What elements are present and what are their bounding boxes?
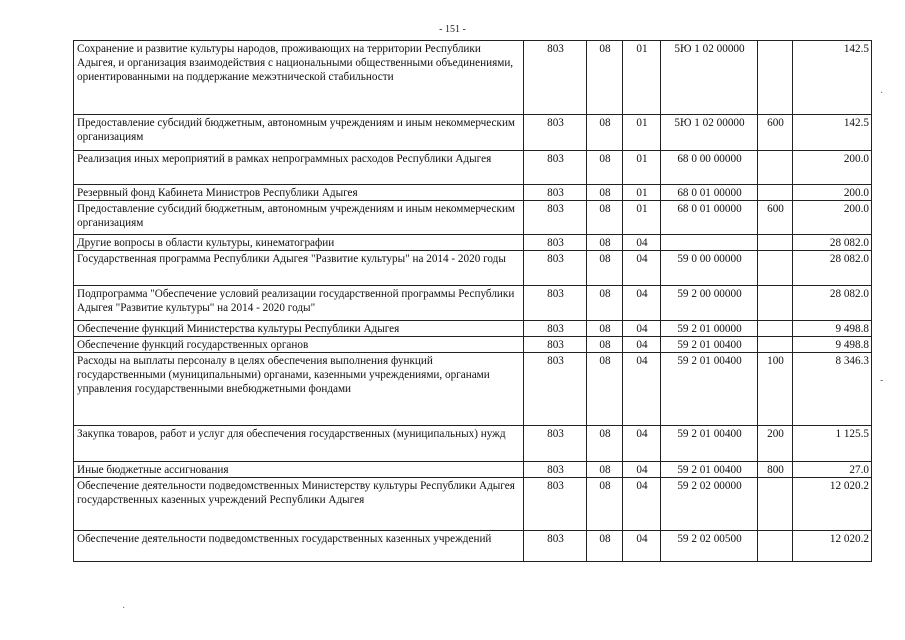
table-row [74,337,872,353]
row-expense-type [758,41,793,115]
row-subsection: 04 [623,337,661,353]
row-amount: 200.0 [793,201,872,235]
table-row [74,41,872,115]
table-row [74,321,872,337]
row-ministry: 803 [524,286,587,321]
row-name: Иные бюджетные ассигнования [74,462,524,478]
row-subsection: 01 [623,115,661,151]
row-expense-type [758,531,793,562]
row-ministry: 803 [524,321,587,337]
row-ministry: 803 [524,531,587,562]
row-subsection: 01 [623,185,661,201]
row-target-article [661,235,758,251]
row-ministry: 803 [524,337,587,353]
row-section: 08 [587,531,623,562]
table-row [74,151,872,185]
table-row [74,251,872,286]
row-section: 08 [587,185,623,201]
row-target-article: 68 0 01 00000 [661,185,758,201]
row-section: 08 [587,353,623,426]
row-name: Обеспечение функций государственных органов [74,337,524,353]
row-expense-type [758,286,793,321]
row-amount: 1 125.5 [793,426,872,462]
row-ministry: 803 [524,115,587,151]
row-target-article: 59 2 01 00400 [661,353,758,426]
row-name: Другие вопросы в области культуры, кинематографии [74,235,524,251]
row-name: Предоставление субсидий бюджетным, автономным учреждениям и иным некоммерческим организациям [74,115,524,151]
row-subsection: 04 [623,462,661,478]
table-body [74,41,872,562]
row-name: Реализация иных мероприятий в рамках непрограммных расходов Республики Адыгея [74,151,524,185]
row-subsection: 04 [623,251,661,286]
scan-mark: · [880,88,884,99]
row-target-article: 68 0 00 00000 [661,151,758,185]
row-target-article: 59 2 02 00000 [661,478,758,531]
row-target-article: 59 2 01 00400 [661,462,758,478]
row-subsection: 04 [623,426,661,462]
row-amount: 200.0 [793,185,872,201]
row-subsection: 01 [623,201,661,235]
table-row [74,201,872,235]
row-expense-type [758,151,793,185]
row-section: 08 [587,478,623,531]
row-name: Государственная программа Республики Адыгея "Развитие культуры" на 2014 - 2020 годы [74,251,524,286]
row-subsection: 04 [623,478,661,531]
row-target-article: 59 2 01 00000 [661,321,758,337]
row-subsection: 04 [623,286,661,321]
row-amount: 142.5 [793,41,872,115]
table-row [74,478,872,531]
row-expense-type [758,235,793,251]
table-row [74,115,872,151]
row-subsection: 04 [623,235,661,251]
row-section: 08 [587,426,623,462]
row-section: 08 [587,41,623,115]
row-ministry: 803 [524,235,587,251]
row-expense-type: 200 [758,426,793,462]
row-expense-type: 600 [758,115,793,151]
row-target-article: 5Ю 1 02 00000 [661,41,758,115]
row-expense-type [758,185,793,201]
row-ministry: 803 [524,151,587,185]
row-section: 08 [587,115,623,151]
row-ministry: 803 [524,41,587,115]
row-expense-type [758,251,793,286]
table-row [74,426,872,462]
row-amount: 28 082.0 [793,286,872,321]
page-number: - 151 - [439,24,466,35]
row-name: Сохранение и развитие культуры народов, проживающих на территории Республики Адыгея, и организация взаимодействия с национальными общественными объединениями, ориентированными на поддержание межэтнической стабильности [74,41,524,115]
row-subsection: 04 [623,353,661,426]
row-ministry: 803 [524,478,587,531]
row-expense-type [758,337,793,353]
row-expense-type [758,478,793,531]
row-section: 08 [587,337,623,353]
row-name: Обеспечение деятельности подведомственных государственных казенных учреждений [74,531,524,562]
row-ministry: 803 [524,185,587,201]
row-ministry: 803 [524,353,587,426]
row-amount: 8 346.3 [793,353,872,426]
row-section: 08 [587,151,623,185]
row-ministry: 803 [524,462,587,478]
row-ministry: 803 [524,201,587,235]
row-amount: 28 082.0 [793,251,872,286]
row-expense-type: 800 [758,462,793,478]
row-expense-type [758,321,793,337]
row-amount: 28 082.0 [793,235,872,251]
row-expense-type: 100 [758,353,793,426]
row-name: Расходы на выплаты персоналу в целях обеспечения выполнения функций государственными (муниципальными) органами, казенными учреждениями, органами управления государственными внебюджетными фондами [74,353,524,426]
scan-mark: - [880,375,884,386]
row-subsection: 04 [623,321,661,337]
row-section: 08 [587,286,623,321]
row-amount: 142.5 [793,115,872,151]
row-subsection: 01 [623,151,661,185]
table-row [74,235,872,251]
table-row [74,353,872,426]
row-ministry: 803 [524,426,587,462]
row-subsection: 01 [623,41,661,115]
row-section: 08 [587,321,623,337]
row-name: Обеспечение функций Министерства культуры Республики Адыгея [74,321,524,337]
row-name: Подпрограмма "Обеспечение условий реализации государственной программы Республики Адыгея "Развитие культуры" на 2014 - 2020 годы" [74,286,524,321]
row-target-article: 59 2 01 00400 [661,337,758,353]
row-amount: 27.0 [793,462,872,478]
scan-mark: · [122,603,126,614]
row-section: 08 [587,235,623,251]
row-amount: 9 498.8 [793,337,872,353]
table-row [74,531,872,562]
row-amount: 12 020.2 [793,478,872,531]
row-section: 08 [587,251,623,286]
table-row [74,286,872,321]
row-ministry: 803 [524,251,587,286]
row-amount: 9 498.8 [793,321,872,337]
table-row [74,185,872,201]
row-name: Резервный фонд Кабинета Министров Республики Адыгея [74,185,524,201]
row-target-article: 59 2 02 00500 [661,531,758,562]
row-name: Закупка товаров, работ и услуг для обеспечения государственных (муниципальных) нужд [74,426,524,462]
row-name: Обеспечение деятельности подведомственных Министерству культуры Республики Адыгея государственных казенных учреждений Республики Адыгея [74,478,524,531]
table-row [74,462,872,478]
row-subsection: 04 [623,531,661,562]
row-target-article: 68 0 01 00000 [661,201,758,235]
row-amount: 12 020.2 [793,531,872,562]
row-name: Предоставление субсидий бюджетным, автономным учреждениям и иным некоммерческим организациям [74,201,524,235]
row-section: 08 [587,201,623,235]
row-target-article: 5Ю 1 02 00000 [661,115,758,151]
row-target-article: 59 2 00 00000 [661,286,758,321]
row-target-article: 59 0 00 00000 [661,251,758,286]
budget-table [73,40,872,562]
row-target-article: 59 2 01 00400 [661,426,758,462]
row-amount: 200.0 [793,151,872,185]
row-expense-type: 600 [758,201,793,235]
row-section: 08 [587,462,623,478]
